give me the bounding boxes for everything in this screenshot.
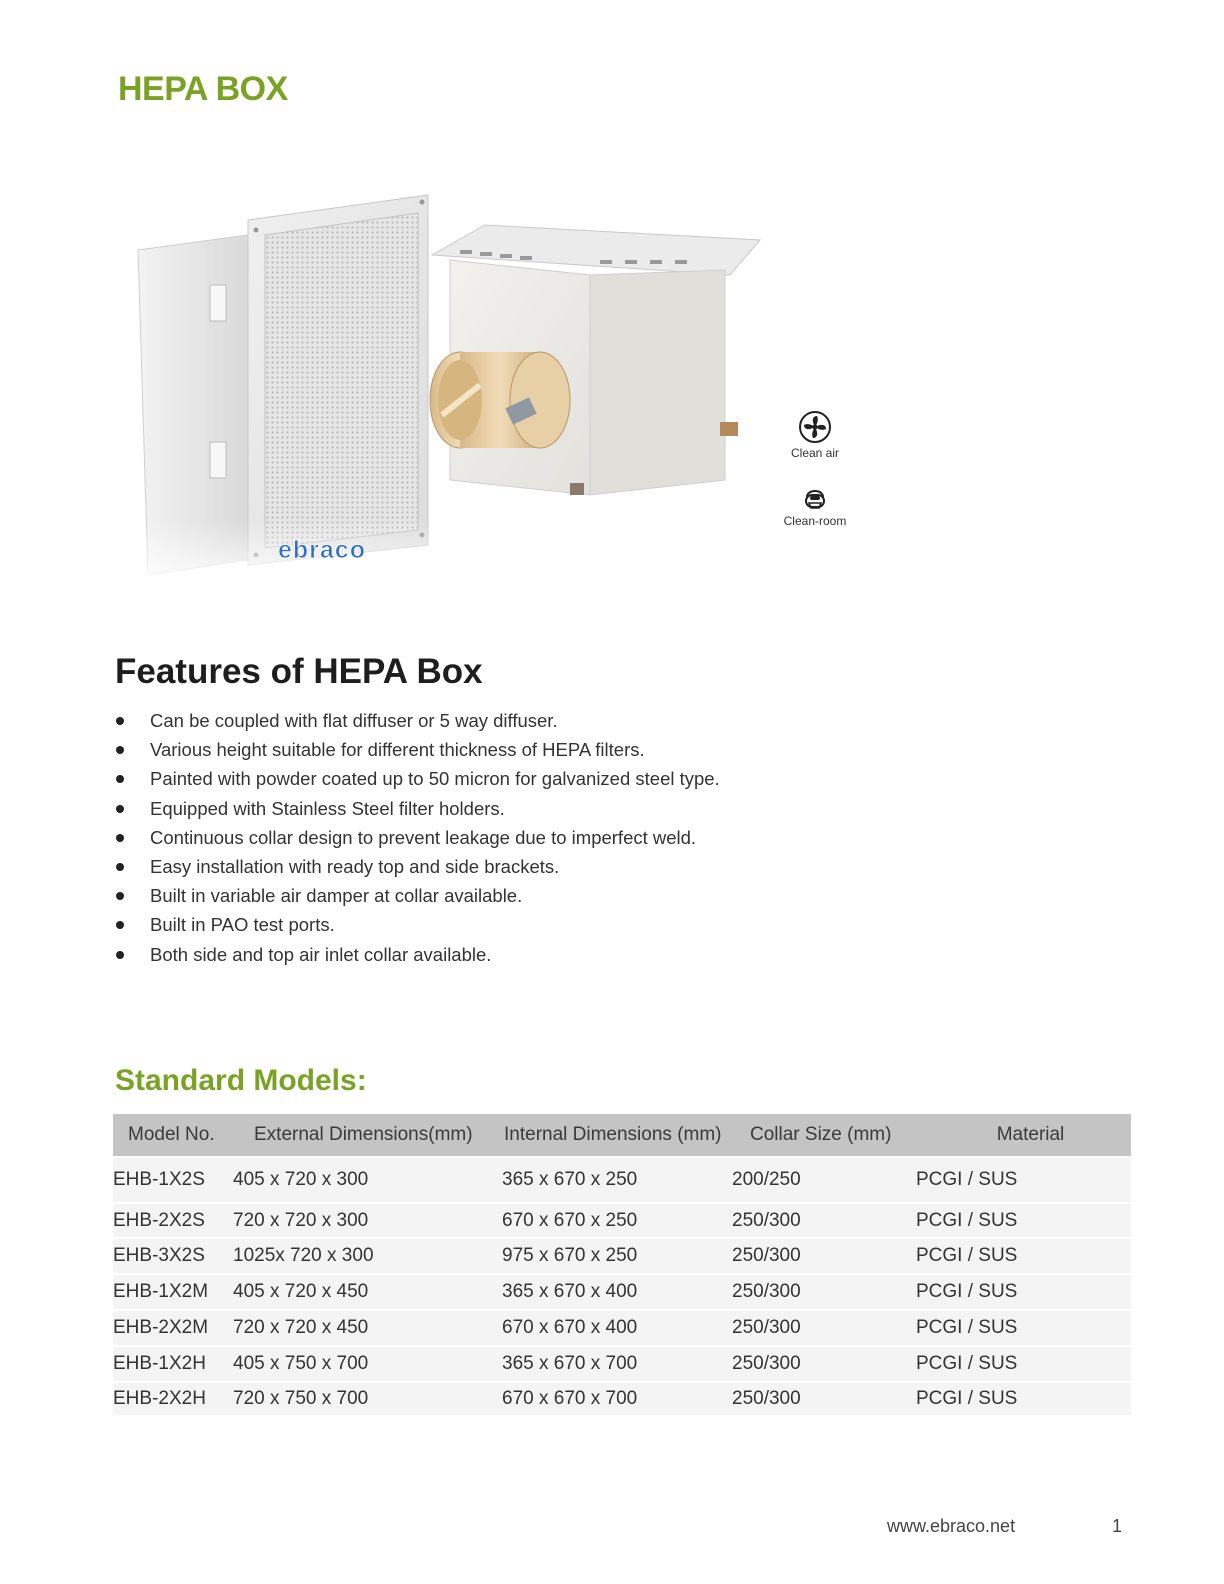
bullet-icon <box>116 805 124 813</box>
clean-room-label: Clean-room <box>783 514 847 528</box>
clean-air-icon <box>798 410 832 444</box>
cell-internal: 365 x 670 x 400 <box>502 1281 638 1302</box>
table-row <box>113 1383 1131 1417</box>
feature-item <box>115 766 720 795</box>
cell-internal: 365 x 670 x 250 <box>502 1169 638 1190</box>
cell-internal: 670 x 670 x 700 <box>502 1388 638 1409</box>
feature-item <box>115 883 720 912</box>
standard-models-title: Standard Models: <box>115 1064 367 1097</box>
page-number: 1 <box>1112 1516 1123 1536</box>
bullet-icon <box>116 746 124 754</box>
feature-item <box>115 737 720 766</box>
feature-text: Built in PAO test ports. <box>150 914 335 936</box>
cell-material: PCGI / SUS <box>916 1281 1018 1302</box>
cell-external: 720 x 720 x 450 <box>233 1317 369 1338</box>
cell-material: PCGI / SUS <box>916 1317 1018 1338</box>
header-model-no: Model No. <box>128 1124 215 1145</box>
cell-collar: 250/300 <box>732 1388 801 1409</box>
header-collar-size: Collar Size (mm) <box>750 1124 892 1145</box>
cell-external: 405 x 750 x 700 <box>233 1353 369 1374</box>
clean-air-icon-block <box>780 410 850 460</box>
feature-text: Can be coupled with flat diffuser or 5 way diffuser. <box>150 710 558 731</box>
cell-external: 720 x 720 x 300 <box>233 1209 369 1231</box>
cell-material: PCGI / SUS <box>916 1245 1018 1266</box>
cell-model: EHB-3X2S <box>113 1245 205 1266</box>
cell-internal: 670 x 670 x 400 <box>502 1317 638 1338</box>
feature-text: Easy installation with ready top and side brackets. <box>150 855 560 877</box>
table-row <box>113 1204 1131 1239</box>
feature-item <box>115 942 720 971</box>
feature-text: Built in variable air damper at collar available. <box>150 885 523 907</box>
cell-model: EHB-1X2S <box>113 1169 205 1190</box>
bullet-icon <box>116 775 124 783</box>
cell-material: PCGI / SUS <box>916 1169 1018 1190</box>
header-material: Material <box>996 1124 1065 1145</box>
cell-model: EHB-2X2H <box>113 1388 206 1409</box>
cell-collar: 250/300 <box>732 1317 801 1338</box>
cell-collar: 250/300 <box>732 1353 801 1374</box>
standard-models-table <box>113 1114 1131 1417</box>
table-row <box>113 1239 1131 1275</box>
bullet-icon <box>116 863 124 871</box>
ebraco-watermark: ebraco <box>278 536 366 564</box>
cell-material: PCGI / SUS <box>916 1353 1018 1374</box>
clean-room-icon <box>800 482 830 512</box>
cell-collar: 200/250 <box>732 1169 801 1190</box>
feature-item <box>115 825 720 854</box>
cell-model: EHB-1X2H <box>113 1353 206 1374</box>
footer-website: www.ebraco.net <box>887 1516 1016 1536</box>
features-title: Features of HEPA Box <box>115 652 483 691</box>
cell-model: EHB-2X2M <box>113 1317 209 1338</box>
cell-collar: 250/300 <box>732 1281 801 1302</box>
table-row <box>113 1158 1131 1204</box>
cell-external: 720 x 750 x 700 <box>233 1388 369 1409</box>
cell-model: EHB-2X2S <box>113 1209 205 1231</box>
header-external-dimensions: External Dimensions(mm) <box>254 1124 473 1145</box>
feature-item <box>115 912 720 941</box>
feature-item <box>115 708 720 737</box>
feature-text: Continuous collar design to prevent leakage due to imperfect weld. <box>150 826 697 848</box>
bullet-icon <box>116 834 124 842</box>
table-row <box>113 1347 1131 1383</box>
feature-text: Various height suitable for different thickness of HEPA filters. <box>150 739 645 761</box>
cell-model: EHB-1X2M <box>113 1281 209 1302</box>
bullet-icon <box>116 951 124 959</box>
page-title: HEPA BOX <box>118 70 288 108</box>
clean-room-icon-block <box>780 482 850 528</box>
cell-material: PCGI / SUS <box>916 1209 1018 1231</box>
cell-material: PCGI / SUS <box>916 1388 1018 1409</box>
feature-item <box>115 854 720 883</box>
cell-collar: 250/300 <box>732 1245 801 1266</box>
bullet-icon <box>116 892 124 900</box>
cell-external: 1025x 720 x 300 <box>233 1245 374 1266</box>
table-row <box>113 1311 1131 1347</box>
bullet-icon <box>116 717 124 725</box>
cell-external: 405 x 720 x 300 <box>233 1169 369 1190</box>
feature-text: Both side and top air inlet collar available. <box>150 943 492 965</box>
table-header-row <box>113 1114 1131 1156</box>
cell-internal: 365 x 670 x 700 <box>502 1353 638 1374</box>
cell-internal: 670 x 670 x 250 <box>502 1209 638 1231</box>
feature-list <box>115 708 720 971</box>
hepa-box-product-photo <box>130 180 770 590</box>
header-internal-dimensions: Internal Dimensions (mm) <box>504 1124 722 1145</box>
cell-external: 405 x 720 x 450 <box>233 1281 369 1302</box>
feature-text: Painted with powder coated up to 50 micron for galvanized steel type. <box>150 768 720 790</box>
cell-collar: 250/300 <box>732 1209 801 1231</box>
feature-item <box>115 796 720 825</box>
table-row <box>113 1275 1131 1311</box>
cell-internal: 975 x 670 x 250 <box>502 1245 638 1266</box>
bullet-icon <box>116 921 124 929</box>
feature-text: Equipped with Stainless Steel filter holders. <box>150 797 505 819</box>
clean-air-label: Clean air <box>790 446 840 460</box>
